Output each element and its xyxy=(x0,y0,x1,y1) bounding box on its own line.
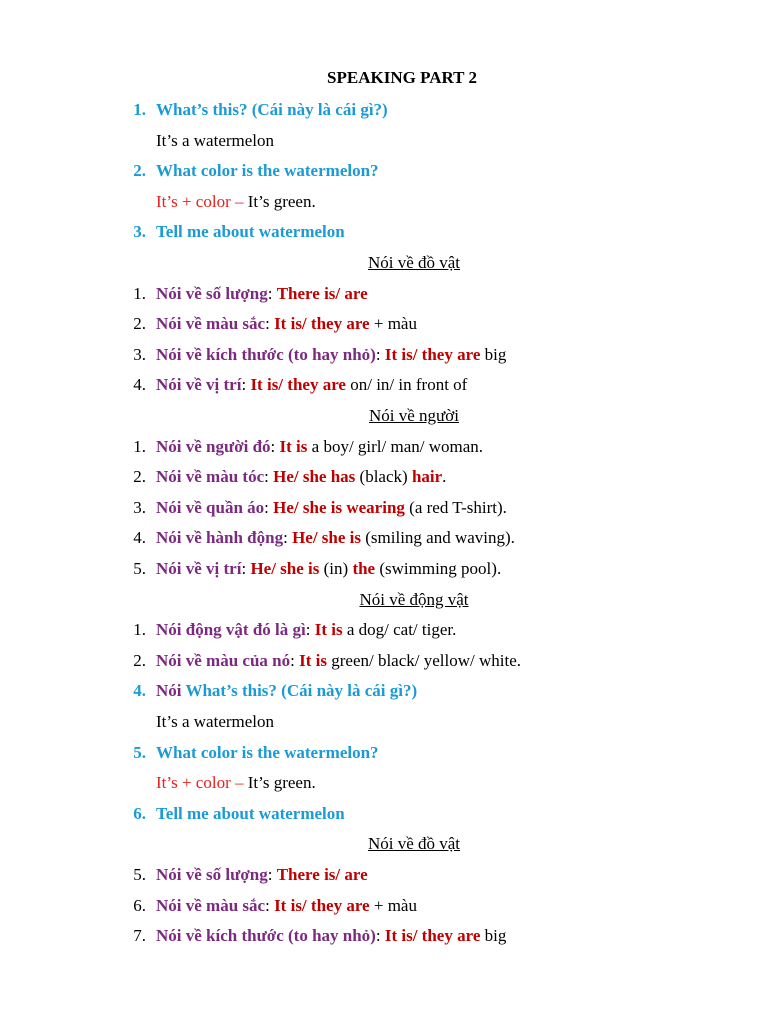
text-segment: Nói về màu tóc xyxy=(156,467,265,487)
line-text xyxy=(156,435,483,459)
text-segment: Nói động vật đó là gì xyxy=(156,620,306,640)
line-text xyxy=(156,282,368,306)
list-item xyxy=(0,435,768,459)
list-item xyxy=(0,802,768,826)
text-segment: It’s green. xyxy=(247,191,316,211)
text-segment: Nói về kích thước (to hay nhỏ) xyxy=(156,926,376,946)
page-title: SPEAKING PART 2 xyxy=(327,68,477,87)
text-segment: What’s this? (Cái này là cái gì?) xyxy=(185,681,418,701)
line-text xyxy=(156,496,507,520)
text-segment: It’s + color – xyxy=(156,191,248,211)
list-item xyxy=(0,618,768,642)
text-segment: There is/ are xyxy=(276,283,368,303)
list-number: 1. xyxy=(133,620,146,640)
text-segment: Nói về màu của nó xyxy=(156,650,291,670)
text-segment: + màu xyxy=(369,314,417,334)
text-segment: (smiling and waving). xyxy=(361,528,515,548)
text-segment: It is xyxy=(299,650,327,670)
list-number: 2. xyxy=(133,314,146,334)
text-segment: big xyxy=(480,344,507,364)
text-segment: Nói về kích thước (to hay nhỏ) xyxy=(156,344,376,364)
text-segment: a dog/ cat/ tiger. xyxy=(342,620,457,640)
line-text xyxy=(0,404,768,428)
section-heading xyxy=(0,251,768,275)
list-number: 6. xyxy=(133,895,146,915)
list-item xyxy=(0,220,768,244)
line-text xyxy=(156,343,506,367)
text-segment: He/ she is xyxy=(250,559,320,578)
text-segment: (black) xyxy=(355,467,412,487)
line-text xyxy=(156,649,521,673)
text-segment: Nói xyxy=(156,681,186,701)
line-text xyxy=(156,618,456,642)
text-segment: What color is the watermelon? xyxy=(156,161,379,181)
text-segment: : xyxy=(305,620,315,640)
list-number: 1. xyxy=(133,100,146,119)
list-item xyxy=(0,526,768,550)
text-segment: Nói về màu sắc xyxy=(156,895,266,915)
line-text xyxy=(156,190,316,214)
text-segment: : xyxy=(264,497,274,517)
list-item xyxy=(0,312,768,336)
list-number: 2. xyxy=(133,161,146,181)
list-number: 3. xyxy=(133,497,146,517)
section-heading xyxy=(0,588,768,612)
text-segment: Nói về số lượng xyxy=(156,865,268,884)
list-item xyxy=(0,863,768,887)
text-segment: What’s this? (Cái này là cái gì?) xyxy=(156,100,388,119)
text-segment: Nói về số lượng xyxy=(156,283,268,303)
list-number: 4. xyxy=(133,681,146,701)
line-text xyxy=(0,832,768,856)
line-text xyxy=(156,220,345,244)
text-segment: on/ in/ in front of xyxy=(345,375,468,395)
list-item xyxy=(0,373,768,397)
line-text xyxy=(156,741,379,765)
text-segment: : xyxy=(241,375,251,395)
list-number: 5. xyxy=(133,865,146,884)
list-number: 7. xyxy=(133,926,146,946)
text-segment: It is/ they are xyxy=(384,926,481,946)
list-item xyxy=(0,159,768,183)
line-text xyxy=(156,312,417,336)
list-item xyxy=(0,679,768,703)
line-text xyxy=(156,373,467,397)
text-segment: Nói về đồ vật xyxy=(367,834,461,854)
line-text xyxy=(156,98,388,122)
text-segment: It is/ they are xyxy=(384,344,481,364)
text-segment: Nói về vị trí xyxy=(156,375,242,395)
list-number: 1. xyxy=(133,283,146,303)
text-segment: Nói về người đó xyxy=(156,436,271,456)
list-item xyxy=(0,557,768,581)
text-segment: It is xyxy=(314,620,343,640)
text-segment: What color is the watermelon? xyxy=(156,742,379,762)
text-segment: It is/ they are xyxy=(274,895,370,915)
list-number: 5. xyxy=(133,742,146,762)
list-item xyxy=(0,924,768,948)
line-text xyxy=(156,802,345,826)
text-segment: It’s + color – xyxy=(156,773,248,793)
line-text xyxy=(156,465,446,489)
list-number: 3. xyxy=(133,222,146,242)
text-segment: He/ she has xyxy=(273,467,356,487)
text-segment: Nói về người xyxy=(369,406,459,425)
text-segment: It is/ they are xyxy=(250,375,346,395)
text-segment: It’s green. xyxy=(247,773,316,793)
list-item xyxy=(0,465,768,489)
text-segment: Nói về quần áo xyxy=(156,497,265,517)
line-text xyxy=(0,588,768,612)
text-segment: (in) xyxy=(319,559,353,578)
text-segment: : xyxy=(270,436,280,456)
line-text xyxy=(156,771,316,795)
list-number: 4. xyxy=(133,375,146,395)
text-segment: There is/ are xyxy=(276,865,368,884)
list-item xyxy=(0,282,768,306)
line-text xyxy=(156,894,417,918)
line-text xyxy=(156,924,506,948)
list-item xyxy=(0,343,768,367)
section-heading xyxy=(0,832,768,856)
text-segment: : xyxy=(290,650,300,670)
text-segment: : xyxy=(265,895,275,915)
text-segment: : xyxy=(283,528,293,548)
text-line xyxy=(0,129,768,153)
text-segment: It is xyxy=(279,436,308,456)
list-number: 2. xyxy=(133,650,146,670)
text-line xyxy=(0,710,768,734)
text-segment: + màu xyxy=(369,895,417,915)
list-number: 2. xyxy=(133,467,146,487)
text-segment: hair xyxy=(411,467,443,487)
list-number: 5. xyxy=(133,559,146,578)
text-segment: Nói về động vật xyxy=(359,589,469,609)
text-segment: : xyxy=(375,926,385,946)
text-segment: Nói về đồ vật xyxy=(367,253,461,272)
text-segment: : xyxy=(267,865,277,884)
text-line xyxy=(0,771,768,795)
text-segment: : xyxy=(375,344,385,364)
text-segment: : xyxy=(265,314,275,334)
text-segment: (a red T-shirt). xyxy=(404,497,507,517)
text-segment: : xyxy=(264,467,274,487)
line-text xyxy=(156,129,274,153)
list-number: 4. xyxy=(133,528,146,548)
list-number: 6. xyxy=(133,803,146,823)
line-text xyxy=(156,526,515,550)
text-segment: Tell me about watermelon xyxy=(156,222,345,242)
list-item xyxy=(0,894,768,918)
text-segment: Nói về màu sắc xyxy=(156,314,266,334)
text-segment: green/ black/ yellow/ white. xyxy=(326,650,522,670)
text-segment: Nói về vị trí xyxy=(156,559,242,578)
text-segment: : xyxy=(267,283,277,303)
text-segment: the xyxy=(352,559,376,578)
list-item xyxy=(0,741,768,765)
line-text xyxy=(156,159,379,183)
list-number: 3. xyxy=(133,344,146,364)
list-item xyxy=(0,649,768,673)
text-line xyxy=(0,190,768,214)
line-text xyxy=(156,710,274,734)
text-segment: It is/ they are xyxy=(274,314,370,334)
text-segment: (swimming pool). xyxy=(375,559,502,578)
text-segment: He/ she is xyxy=(292,528,362,548)
list-number: 1. xyxy=(133,436,146,456)
text-segment: He/ she is wearing xyxy=(273,497,405,517)
line-text xyxy=(0,251,768,275)
text-segment: big xyxy=(480,926,507,946)
list-item xyxy=(0,496,768,520)
text-segment: : xyxy=(241,559,251,578)
text-segment: Tell me about watermelon xyxy=(156,803,345,823)
line-text xyxy=(156,863,368,887)
line-text xyxy=(156,679,417,703)
list-item xyxy=(0,98,768,122)
text-segment: a boy/ girl/ man/ woman. xyxy=(307,436,484,456)
section-heading xyxy=(0,404,768,428)
text-segment: Nói về hành động xyxy=(156,528,284,548)
text-segment: It’s a watermelon xyxy=(156,130,275,150)
line-text xyxy=(156,557,501,581)
text-segment: It’s a watermelon xyxy=(156,712,275,731)
text-segment: . xyxy=(442,467,447,487)
